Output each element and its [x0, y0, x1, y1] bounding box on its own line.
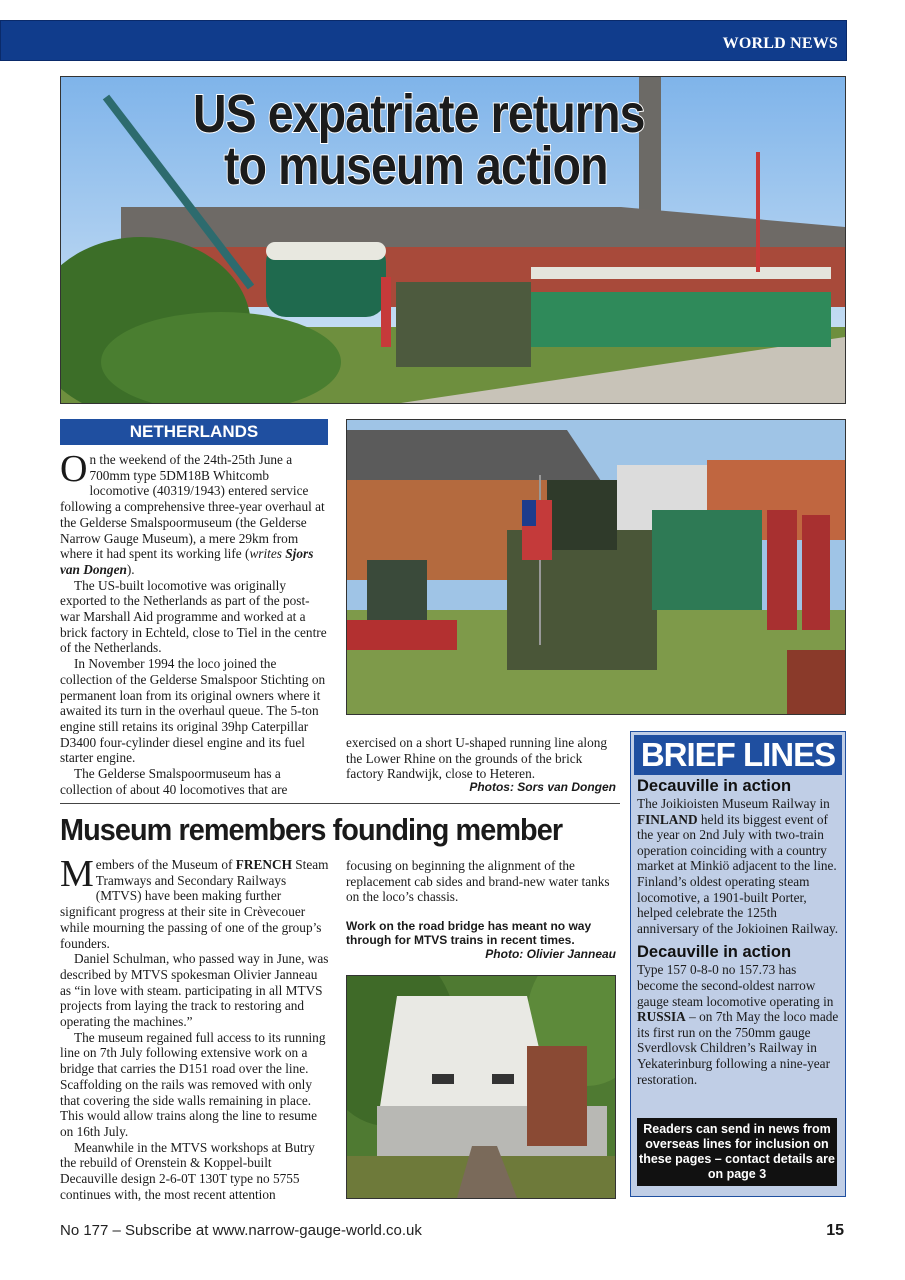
brief-item-1-text: The Joikioisten Museum Railway in FINLAND held its biggest event of the year on 2nd July with two-train operation coinciding with a country market at Minkiö adjacent to the line. Finland’s oldest operating steam locomotive, a 1901-built Porter, helped celebrate the 125th anniversary of the Jokioinen Railway. — [637, 796, 839, 936]
netherlands-col2-text: exercised on a short U-shaped running line along the Lower Rhine on the grounds of the brick factory Randwijk, close to Heteren. — [346, 735, 608, 782]
lead-headline — [92, 84, 772, 196]
section-band — [0, 20, 847, 61]
country-finland: FINLAND — [637, 811, 698, 827]
headline-line-2: to museum action — [223, 136, 608, 196]
netherlands-photo-credit: Photos: Sors van Dongen — [469, 780, 616, 794]
netherlands-para-3: In November 1994 the loco joined the collection of the Gelderse Smalspoor Stichting on permanent loan from its original owners where it awaited its turn in the overhaul queue. The 5-ton engine still retains its original 39hp Caterpillar D3400 four-cylinder diesel engine and its fuel starter engine. — [60, 656, 326, 766]
netherlands-para-2: The US-built locomotive was originally exported to the Netherlands as part of the post-war Marshall Aid programme and worked at a brick factory in Echteld, close to Tiel in the centre of the Netherlands. — [60, 577, 327, 656]
dropcap: O — [60, 448, 88, 490]
netherlands-photo — [346, 419, 846, 715]
france-col2 — [346, 858, 618, 905]
brief-item-2-text: Type 157 0-8-0 no 157.73 has become the second-oldest narrow gauge steam locomotive operating in RUSSIA – on 7th May the loco made its first run on the 750mm gauge Sverdlovsk Children’s Railway in Yekaterinburg following a nine-year restoration. — [637, 962, 839, 1087]
netherlands-label: NETHERLANDS — [60, 419, 328, 445]
france-para-1: Members of the Museum of FRENCH Steam Tramways and Secondary Railways (MTVS) have been making further significant progress at their site in Crèvecouer while mourning the passing of one of the group’s founders. — [60, 853, 329, 951]
france-para-2: Daniel Schulman, who passed way in June, was described by MTVS spokesman Olivier Janneau as “in love with steam. participating in all MTVS projects from laying the track to restoring and operating the machines.” — [60, 951, 329, 1030]
france-photo-credit: Photo: Olivier Janneau — [485, 947, 616, 961]
france-para-4: Meanwhile in the MTVS workshops at Butry the rebuild of Orenstein & Koppel-built Decauville design 2-6-0T 130T type no 5755 continues with, the most recent attention — [60, 1139, 315, 1202]
france-photo-caption: Work on the road bridge has meant no way through for MTVS trains in recent times. — [346, 919, 592, 947]
page-number: 15 — [826, 1222, 844, 1239]
france-col2-text: focusing on beginning the alignment of the replacement cab sides and brand-new water tanks on the loco’s chassis. — [346, 858, 610, 905]
country-russia: RUSSIA — [637, 1009, 686, 1025]
readers-notice: Readers can send in news from overseas lines for inclusion on these pages – contact details are on page 3 — [637, 1118, 837, 1186]
brief-item-2-head: Decauville in action — [637, 943, 792, 962]
netherlands-para-4: The Gelderse Smalspoormuseum has a collection of about 40 locomotives that are — [60, 766, 288, 797]
netherlands-para-1: On the weekend of the 24th-25th June a 700mm type 5DM18B Whitcomb locomotive (40319/1943) entered service following a comprehensive three-year overhaul at the Gelderse Smalspoormuseum (the Gelderse Narrow Gauge Museum), a mere 29km from where it had spent its working life (writes Sjors van Dongen). — [60, 448, 325, 577]
france-para-3: The museum regained full access to its running line on 7th July following extensive work on a bridge that carries the D151 road over the line. Scaffolding on the rails was removed with only that covering the side walls remaining in place. This would allow trains along the line to resume on 16th July. — [60, 1029, 326, 1139]
france-headline: Museum remembers founding member — [60, 812, 563, 847]
netherlands-col2 — [346, 735, 618, 782]
footer-issue: No 177 – Subscribe at www.narrow-gauge-world.co.uk — [60, 1222, 422, 1239]
brief-item-1-head: Decauville in action — [637, 777, 792, 795]
brief-lines-box — [630, 731, 846, 1197]
country-france: FRENCH — [235, 857, 292, 872]
section-label: WORLD NEWS — [722, 35, 838, 52]
author-name: Sjors van Dongen — [60, 546, 314, 577]
headline-line-1: US expatriate returns — [192, 84, 645, 144]
section-divider — [60, 803, 620, 804]
netherlands-col1 — [60, 448, 328, 797]
france-photo — [346, 975, 616, 1199]
dropcap-m: M — [60, 853, 94, 895]
france-col1 — [60, 853, 330, 1202]
brief-lines-title: BRIEF LINES — [634, 735, 842, 775]
